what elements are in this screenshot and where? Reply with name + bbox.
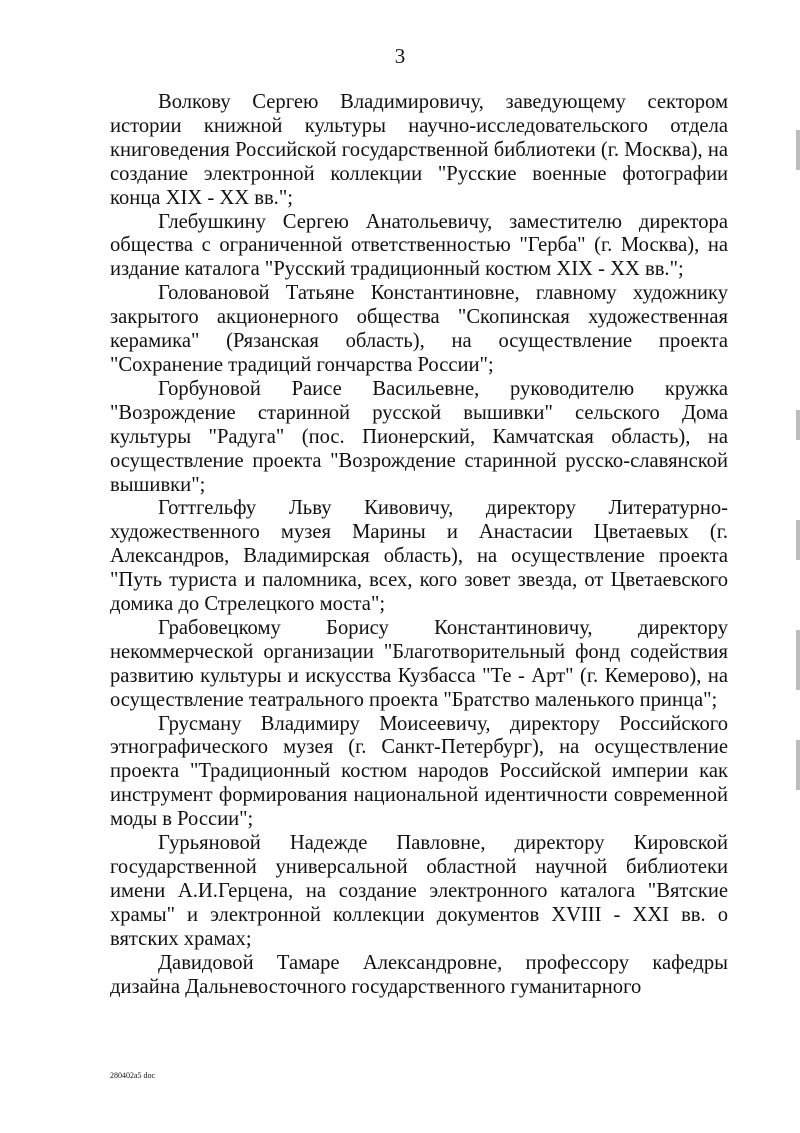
scan-edge-mark	[796, 630, 800, 690]
scan-edge-mark	[796, 740, 800, 790]
document-footer-code: 280402a5 doc	[110, 1071, 156, 1080]
scan-edge-mark	[796, 520, 800, 560]
grant-entry: Волкову Сергею Владимировичу, заведующему сектором истории книжной культуры научно-исследовательского отдела книговедения Российской государственной библиотеки (г. Москва), на создание электронной коллекции "Русские военные фотографии конца XIX - XX вв.";	[110, 91, 728, 209]
grant-entry: Грабовецкому Борису Константиновичу, директору некоммерческой организации "Благотворительный фонд содействия развитию культуры и искусства Кузбасса "Те - Арт" (г. Кемерово), на осуществление театрального проекта "Братство маленького принца";	[110, 616, 728, 711]
document-body	[110, 91, 728, 999]
grant-entry: Глебушкину Сергею Анатольевичу, заместителю директора общества с ограниченной ответственностью "Герба" (г. Москва), на издание каталога "Русский традиционный костюм XIX - XX вв.";	[110, 210, 728, 281]
scan-edge-mark	[796, 130, 800, 170]
grant-entry: Гурьяновой Надежде Павловне, директору Кировской государственной универсальной областной научной библиотеки имени А.И.Герцена, на создание электронного каталога "Вятские храмы" и электронной коллекции документов XVIII - XXI вв. о вятских храмах;	[110, 832, 728, 950]
grant-entry: Грусману Владимиру Моисеевичу, директору Российского этнографического музея (г. Санкт-Петербург), на осуществление проекта "Традиционный костюм народов Российской империи как инструмент формирования национальной идентичности современной моды в России";	[110, 712, 728, 831]
grant-entry: Горбуновой Раисе Васильевне, руководителю кружка "Возрождение старинной русской вышивки" сельского Дома культуры "Радуга" (пос. Пионерский, Камчатская область), на осуществление проекта "Возрождение старинной русско-славянской вышивки";	[110, 377, 728, 496]
grant-entry: Давидовой Тамаре Александровне, профессору кафедры дизайна Дальневосточного государственного гуманитарного	[110, 951, 728, 998]
page-number: 3	[394, 44, 406, 68]
grant-entry: Готтгельфу Льву Кивовичу, директору Литературно-художественного музея Марины и Анастасии Цветаевых (г. Александров, Владимирская область), на осуществление проекта "Путь туриста и паломника, всех, кого зовет звезда, от Цветаевского домика до Стрелецкого моста";	[110, 497, 728, 616]
scan-edge-mark	[796, 410, 800, 440]
grant-entry: Головановой Татьяне Константиновне, главному художнику закрытого акционерного общества "Скопинская художественная керамика" (Рязанская область), на осуществление проекта "Сохранение традиций гончарства России";	[110, 282, 728, 376]
